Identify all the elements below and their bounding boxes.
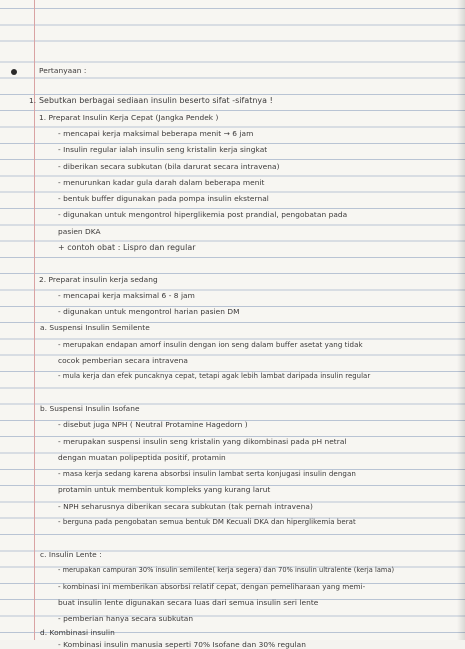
note-line: cocok pemberian secara intravena xyxy=(58,356,188,365)
section-heading: 1. Preparat Insulin Kerja Cepat (Jangka Pendek ) xyxy=(39,113,219,122)
subsection-heading: d. Kombinasi insulin xyxy=(40,628,115,637)
question-number: 1. xyxy=(29,96,37,105)
note-line: - menurunkan kadar gula darah dalam beberapa menit xyxy=(58,178,265,187)
note-line: - disebut juga NPH ( Neutral Protamine Hagedorn ) xyxy=(58,420,248,429)
note-line: - masa kerja sedang karena absorbsi insulin lambat serta konjugasi insulin dengan xyxy=(58,469,356,478)
note-line: buat insulin lente digunakan secara luas dari semua insulin seri lente xyxy=(58,598,319,607)
page-edge-shadow xyxy=(457,0,465,640)
subsection-heading: b. Suspensi Insulin Isofane xyxy=(40,404,140,413)
section-heading: 2. Preparat insulin kerja sedang xyxy=(39,275,158,284)
note-line: dengan muatan polipeptida positif, protamin xyxy=(58,453,226,462)
note-line: - digunakan untuk mengontrol hiperglikemia post prandial, pengobatan pada xyxy=(58,210,348,219)
note-line: - NPH seharusnya diberikan secara subkutan (tak pernah intravena) xyxy=(58,502,313,511)
question-line: Sebutkan berbagai sediaan insulin beserto sifat -sifatnya ! xyxy=(39,96,273,105)
header-text: Pertanyaan : xyxy=(39,66,87,75)
note-line: - digunakan untuk mengontrol harian pasien DM xyxy=(58,307,240,316)
note-line: - mencapai kerja maksimal 6 - 8 jam xyxy=(58,291,195,300)
note-line: - Kombinasi insulin manusia seperti 70% Isofane dan 30% regulan xyxy=(58,640,306,649)
note-line: + contoh obat : Lispro dan regular xyxy=(58,243,196,252)
note-line: - pemberian hanya secara subkutan xyxy=(58,614,194,623)
note-line: protamin untuk membentuk kompleks yang kurang larut xyxy=(58,485,271,494)
note-line: - mula kerja dan efek puncaknya cepat, tetapi agak lebih lambat daripada insulin regular xyxy=(58,372,371,380)
note-line: - merupakan suspensi insulin seng kristalin yang dikombinasi pada pH netral xyxy=(58,437,347,446)
binder-hole xyxy=(11,69,17,75)
note-line: pasien DKA xyxy=(58,227,101,236)
note-line: - merupakan campuran 30% insulin semilente( kerja segera) dan 70% insulin ultralente (kerja lama) xyxy=(58,566,395,574)
note-line: - mencapai kerja maksimal beberapa menit → 6 jam xyxy=(58,129,254,138)
subsection-heading: a. Suspensi Insulin Semilente xyxy=(40,323,150,332)
note-line: - diberikan secara subkutan (bila darurat secara intravena) xyxy=(58,162,280,171)
note-line: - kombinasi ini memberikan absorbsi relatif cepat, dengan pemeliharaan yang memi- xyxy=(58,582,366,591)
subsection-heading: c. Insulin Lente : xyxy=(40,550,102,559)
note-line: - berguna pada pengobatan semua bentuk DM Kecuali DKA dan hiperglikemia berat xyxy=(58,518,356,526)
note-line: - bentuk buffer digunakan pada pompa insulin eksternal xyxy=(58,194,269,203)
note-line: - Insulin regular ialah insulin seng kristalin kerja singkat xyxy=(58,145,268,154)
note-line: - merupakan endapan amorf insulin dengan ion seng dalam buffer asetat yang tidak xyxy=(58,340,363,349)
